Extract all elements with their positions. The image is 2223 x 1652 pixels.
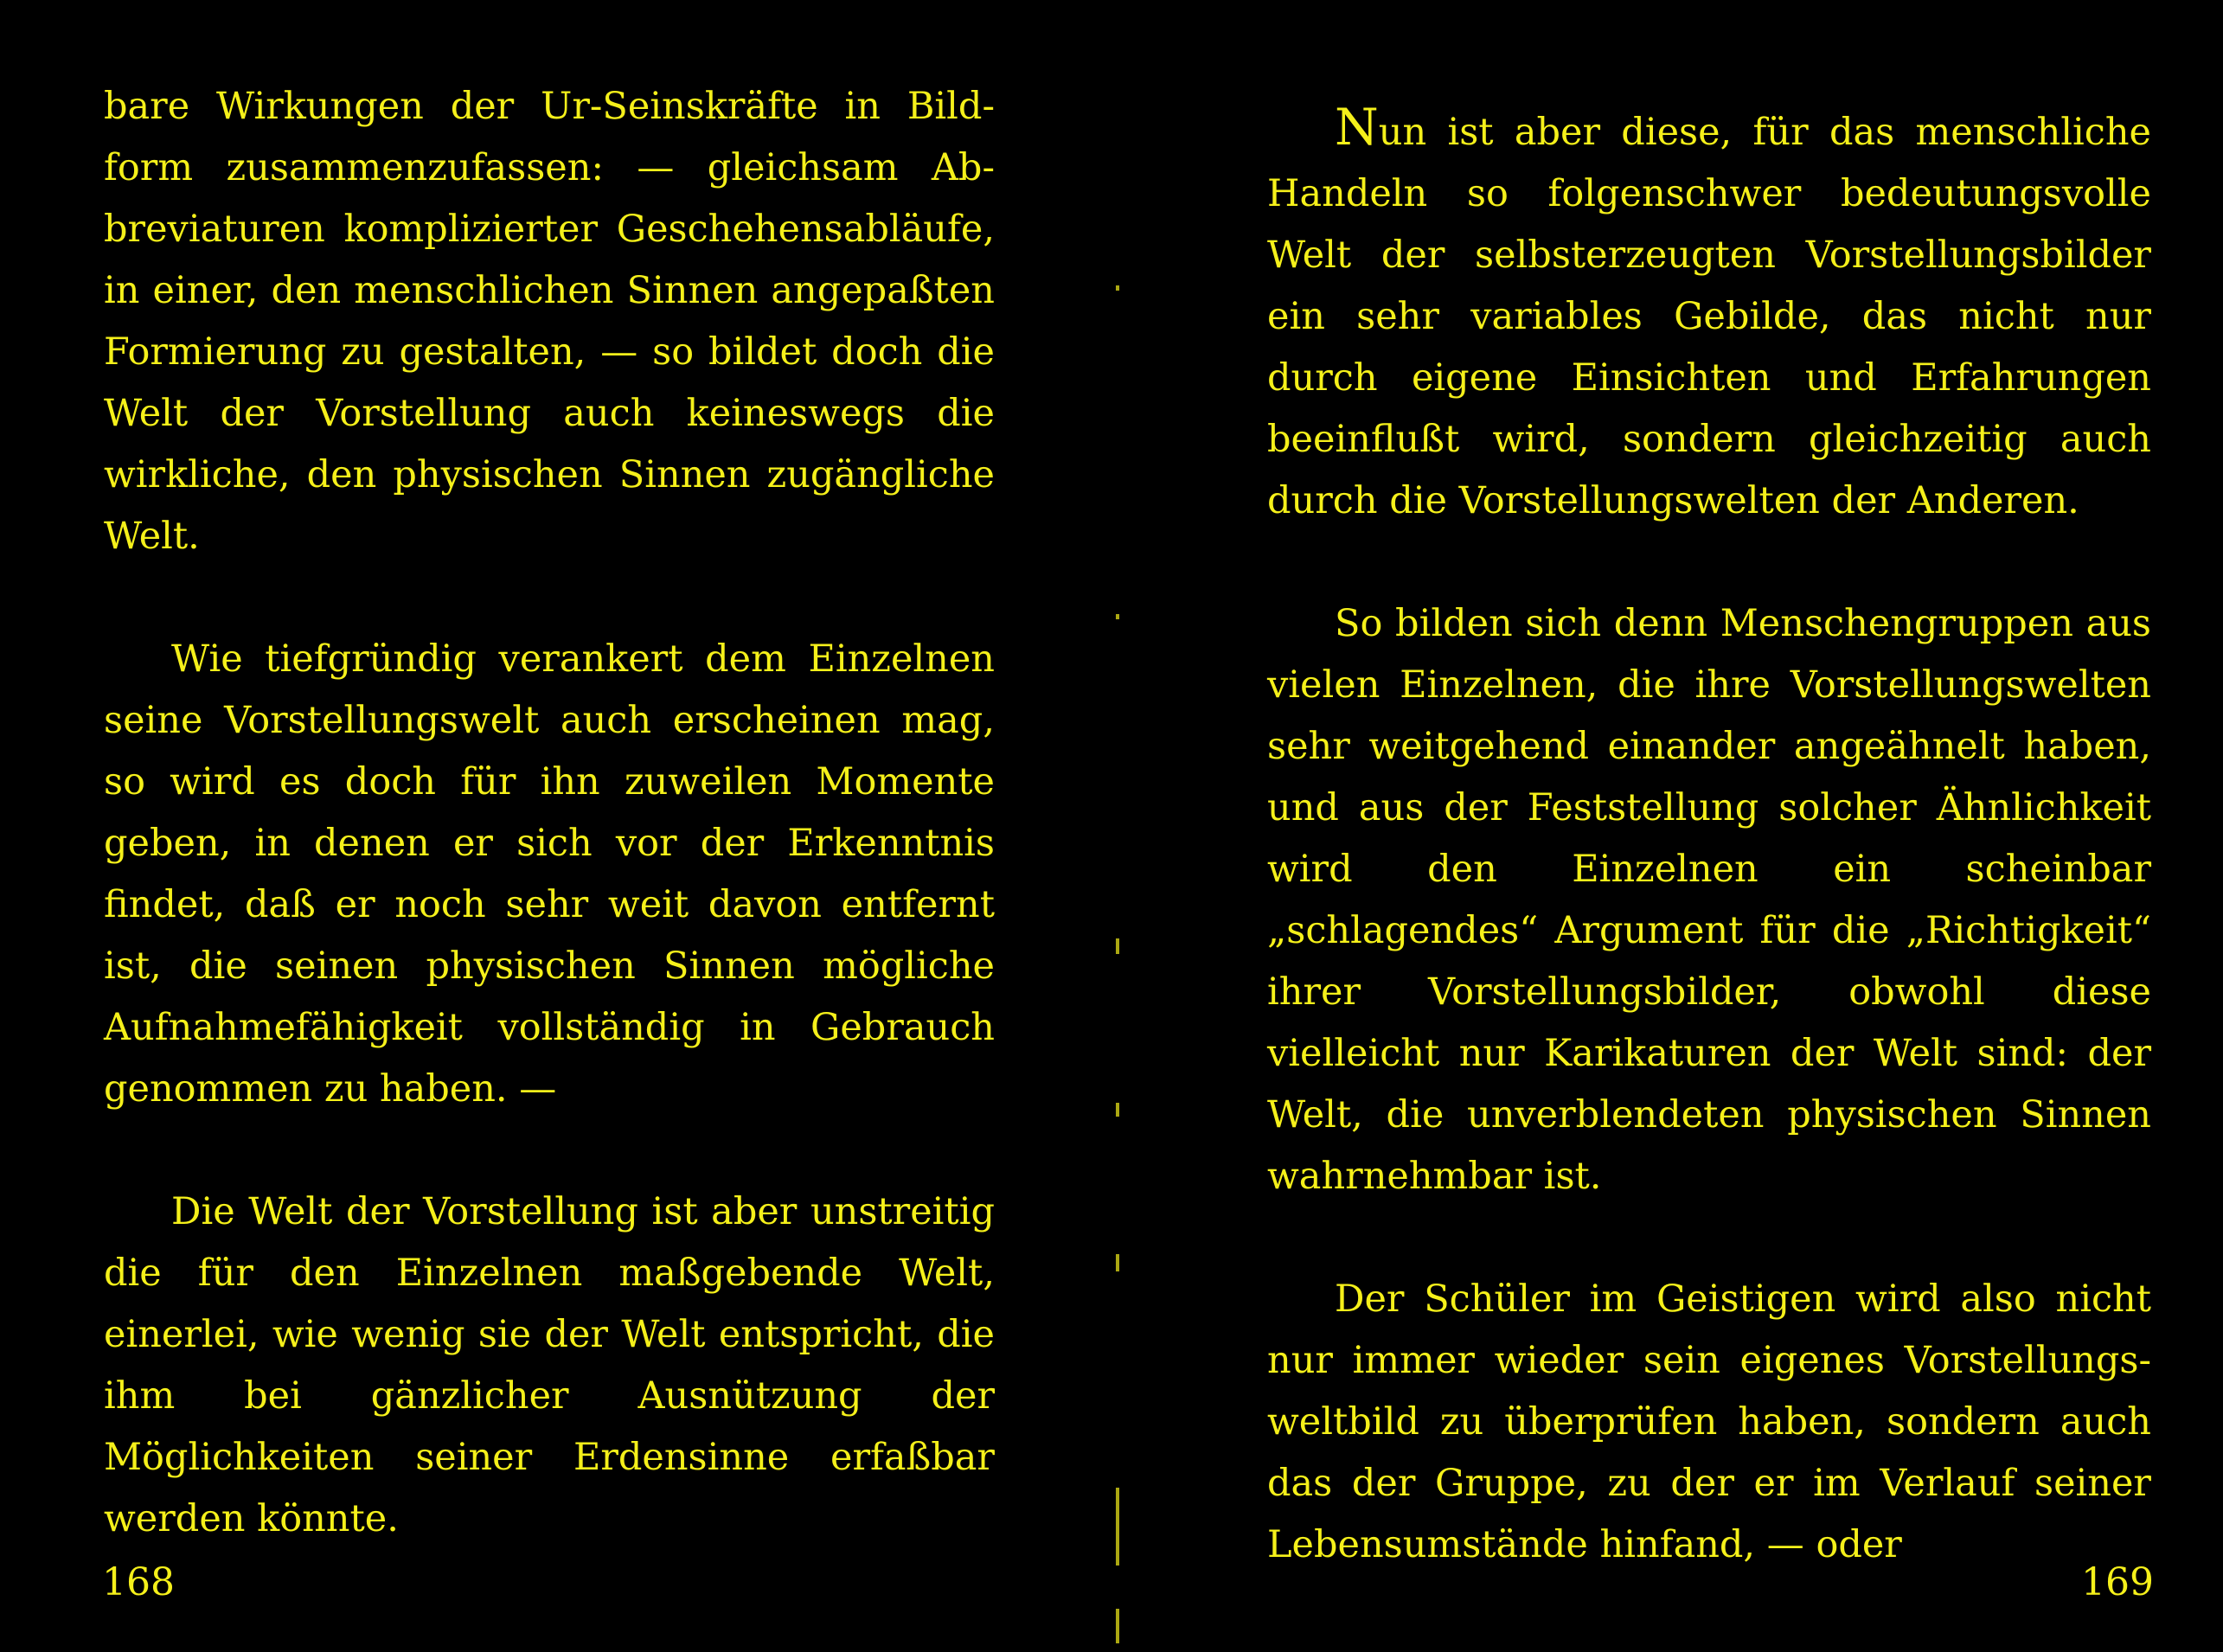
left-paragraph-2: Wie tiefgründig verankert dem Einzelnen seine Vorstellungswelt auch erscheinen mag, so wird es doch für ihn zuweilen Momente geben, in denen er sich vor der Erkenntnis findet, daß er noch sehr weit davon entfernt ist, die seinen physischen Sinnen mögliche Aufnahmefähigkeit vollständig in Gebrauch genommen zu haben. — — [104, 637, 995, 1111]
right-paragraph-3: Der Schüler im Geistigen wird also nicht nur immer wieder sein eigenes Vorstellungsweltbild zu überprüfen haben, sondern auch das der Gruppe, zu der er im Verlauf seiner Lebensumstände hinfand, — oder — [1267, 1277, 2151, 1566]
right-page — [1112, 0, 2223, 1652]
left-text-block — [104, 76, 995, 1550]
right-paragraph-1-text: un ist aber diese, für das menschliche Handeln so folgenschwer bedeutungsvolle Welt der selbsterzeugten Vorstellungsbilder ein sehr variables Gebilde, das nicht nur durch eigene Einsichten und Erfahrungen beeinflußt wird, sondern gleichzeitig auch durch die Vorstellungswelten der Anderen. — [1267, 111, 2151, 522]
left-page-number: 168 — [102, 1560, 175, 1604]
left-paragraph-3: Die Welt der Vorstellung ist aber unstreitig die für den Einzelnen maßgebende Welt, einerlei, wie wenig sie der Welt entspricht, die ihm bei gänzlicher Ausnützung der Möglichkeiten seiner Erdensinne erfaßbar werden könnte. — [104, 1190, 995, 1540]
right-paragraph-1 — [1267, 97, 2151, 532]
right-page-number: 169 — [2081, 1560, 2154, 1604]
right-paragraph-2: So bilden sich denn Menschengruppen aus vielen Einzelnen, die ihre Vorstellungswelten sehr weitgehend einander angeähnelt haben, und aus der Feststellung solcher Ähnlichkeit wird den Einzelnen ein scheinbar „schlagendes“ Argument für die „Richtigkeit“ ihrer Vorstellungsbilder, obwohl diese vielleicht nur Karikaturen der Welt sind: der Welt, die unverblendeten physischen Sinnen wahrnehmbar ist. — [1267, 602, 2151, 1198]
left-paragraph-1: bare Wirkungen der Ur-Seinskräfte in Bildform zusammenzufassen: — gleichsam Abbreviaturen komplizierter Geschehensabläufe, in einer, den menschlichen Sinnen angepaßten Formierung zu gestalten, — so bildet doch die Welt der Vorstellung auch keineswegs die wirkliche, den physischen Sinnen zugängliche Welt. — [104, 85, 995, 558]
drop-cap: N — [1335, 98, 1379, 157]
right-text-block — [1267, 97, 2151, 1576]
